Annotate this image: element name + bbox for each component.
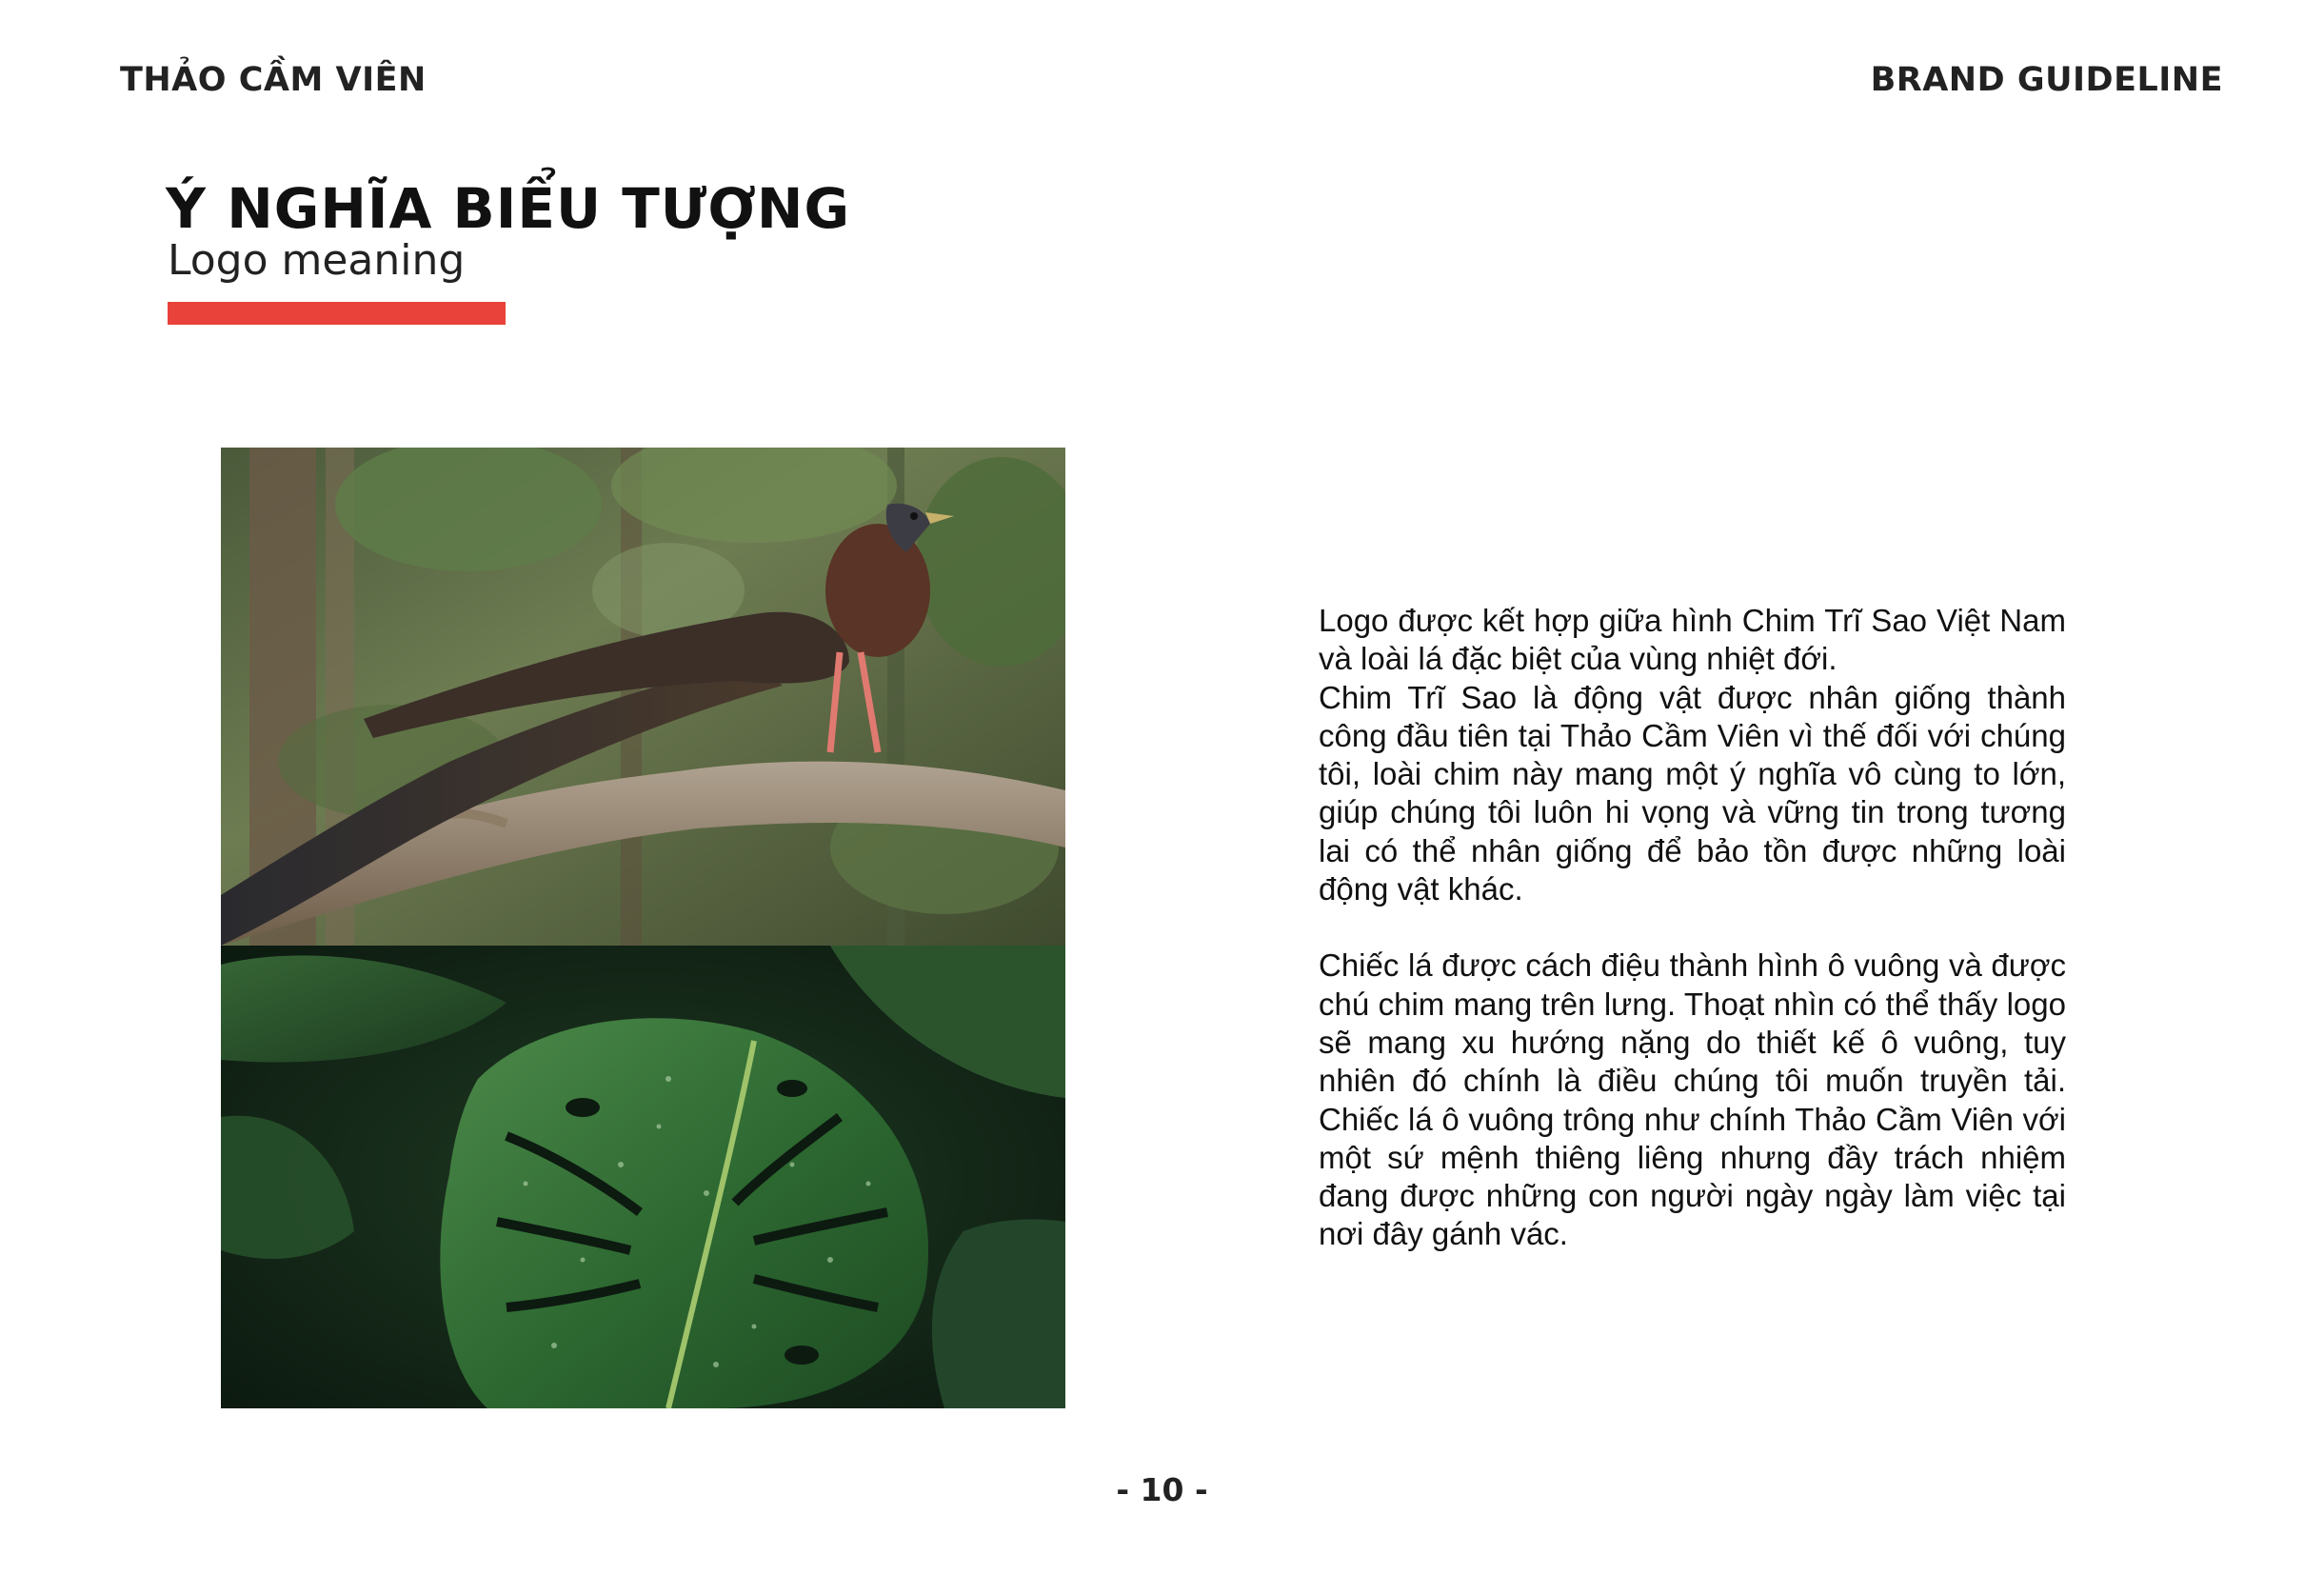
paragraph-leaf: Chiếc lá được cách điệu thành hình ô vuông và được chú chim mang trên lưng. Thoạt nhìn có thể thấy logo sẽ mang xu hướng nặng do thiết kế ô vuông, tuy nhiên đó chính là điều chúng tôi muốn truyền tải. Chiếc lá ô vuông trông như chính Thảo Cầm Viên với một sứ mệnh thiêng liêng nhưng đầy trách nhiệm đang được những con người ngày ngày làm việc tại nơi đây gánh vác. <box>1319 947 2066 1252</box>
logo-meaning-description <box>1319 602 2066 1254</box>
section-subtitle: Logo meaning <box>168 236 466 285</box>
paragraph-pheasant: Chim Trĩ Sao là động vật được nhân giống thành công đầu tiên tại Thảo Cầm Viên vì thế đối với chúng tôi, loài chim này mang một ý nghĩa vô cùng to lớn, giúp chúng tôi luôn hi vọng và vững tin trong tương lai có thể nhân giống để bảo tồn được những loài động vật khác. <box>1319 679 2066 907</box>
pheasant-image <box>221 448 1065 946</box>
paragraph-intro: Logo được kết hợp giữa hình Chim Trĩ Sao Việt Nam và loài lá đặc biệt của vùng nhiệt đới. <box>1319 603 2066 677</box>
bird-photo <box>221 448 1065 946</box>
paragraph-gap <box>1319 908 2066 947</box>
leaf-photo <box>221 946 1065 1408</box>
document-title: BRAND GUIDELINE <box>1870 61 2223 99</box>
page-number: - 10 - <box>1116 1471 1208 1508</box>
title-accent-bar <box>168 302 506 325</box>
brand-name: THẢO CẦM VIÊN <box>120 61 427 99</box>
monstera-image <box>221 946 1065 1408</box>
section-title: Ý NGHĨA BIỂU TƯỢNG <box>166 176 851 241</box>
